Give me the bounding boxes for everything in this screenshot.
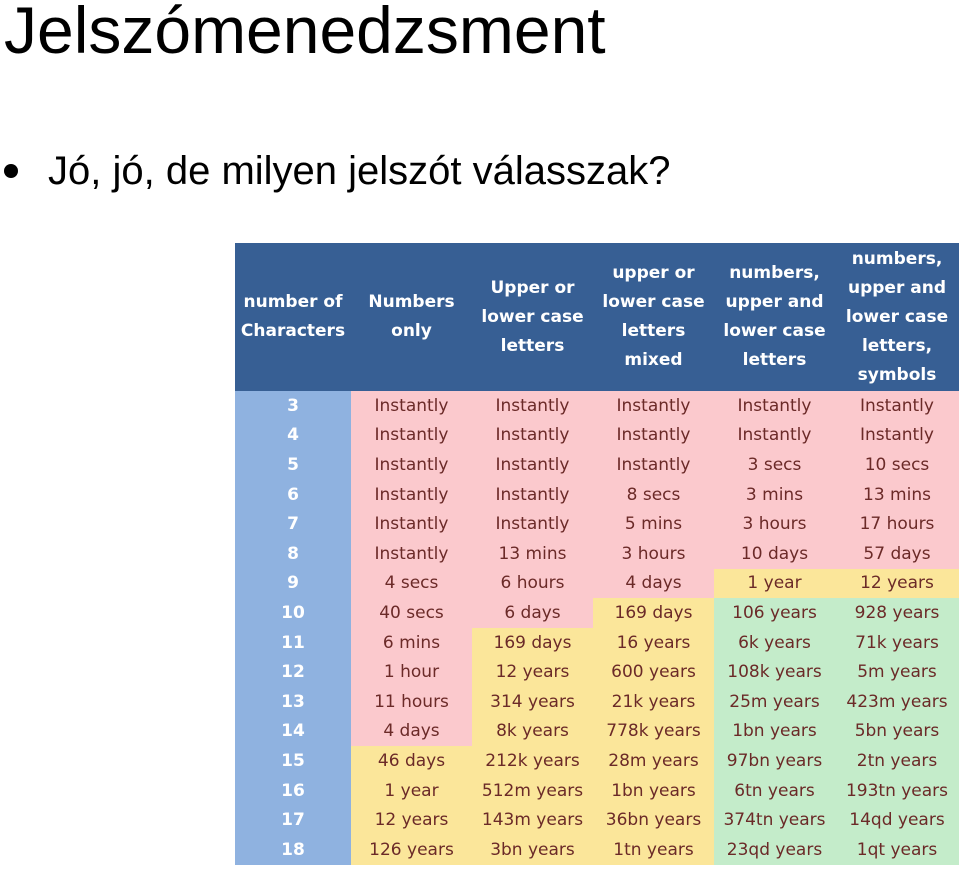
character-count-cell: 8	[235, 539, 351, 569]
header-numbers-only: Numbers only	[351, 243, 472, 391]
crack-time-cell: 6 hours	[472, 569, 593, 599]
crack-time-cell: Instantly	[593, 450, 714, 480]
character-count-cell: 6	[235, 480, 351, 510]
crack-time-cell: 1 year	[714, 569, 835, 599]
crack-time-cell: 10 secs	[835, 450, 959, 480]
crack-time-cell: Instantly	[472, 391, 593, 421]
crack-time-cell: 57 days	[835, 539, 959, 569]
crack-time-cell: 3 mins	[714, 480, 835, 510]
crack-time-cell: 4 secs	[351, 569, 472, 599]
crack-time-cell: 193tn years	[835, 776, 959, 806]
crack-time-cell: 6tn years	[714, 776, 835, 806]
character-count-cell: 10	[235, 598, 351, 628]
character-count-cell: 14	[235, 717, 351, 747]
crack-time-cell: 1 hour	[351, 657, 472, 687]
crack-time-cell: 1qt years	[835, 835, 959, 865]
header-numbers-mixed-case-symbols: numbers, upper and lower case letters, symbols	[835, 243, 959, 391]
crack-time-cell: 10 days	[714, 539, 835, 569]
crack-time-cell: 14qd years	[835, 805, 959, 835]
character-count-cell: 4	[235, 421, 351, 451]
crack-time-cell: 1bn years	[593, 776, 714, 806]
crack-time-cell: 314 years	[472, 687, 593, 717]
crack-time-cell: 23qd years	[714, 835, 835, 865]
crack-time-cell: 108k years	[714, 657, 835, 687]
crack-time-cell: 25m years	[714, 687, 835, 717]
table-row	[235, 480, 959, 510]
crack-time-cell: 3 hours	[714, 509, 835, 539]
crack-time-cell: 16 years	[593, 628, 714, 658]
crack-time-cell: 1bn years	[714, 717, 835, 747]
crack-time-cell: 778k years	[593, 717, 714, 747]
table-row	[235, 598, 959, 628]
crack-time-cell: 1 year	[351, 776, 472, 806]
crack-time-cell: Instantly	[351, 539, 472, 569]
header-numbers-mixed-case: numbers, upper and lower case letters	[714, 243, 835, 391]
crack-time-cell: 4 days	[593, 569, 714, 599]
crack-time-cell: 13 mins	[472, 539, 593, 569]
crack-time-cell: 36bn years	[593, 805, 714, 835]
character-count-cell: 17	[235, 805, 351, 835]
table-row	[235, 717, 959, 747]
crack-time-cell: 169 days	[472, 628, 593, 658]
crack-time-cell: Instantly	[351, 450, 472, 480]
crack-time-cell: 5m years	[835, 657, 959, 687]
slide-title: Jelszómenedzsment	[4, 0, 606, 67]
crack-time-cell: 3bn years	[472, 835, 593, 865]
crack-time-cell: Instantly	[835, 421, 959, 451]
crack-time-cell: 374tn years	[714, 805, 835, 835]
character-count-cell: 18	[235, 835, 351, 865]
bullet-dot-icon	[4, 164, 18, 178]
table-row	[235, 509, 959, 539]
table-row	[235, 835, 959, 865]
crack-time-cell: Instantly	[593, 421, 714, 451]
crack-time-cell: Instantly	[472, 421, 593, 451]
crack-time-cell: 6 mins	[351, 628, 472, 658]
bullet-text: Jó, jó, de milyen jelszót válasszak?	[48, 148, 671, 193]
crack-time-cell: 5bn years	[835, 717, 959, 747]
character-count-cell: 13	[235, 687, 351, 717]
table-row	[235, 569, 959, 599]
table-row	[235, 421, 959, 451]
table-row	[235, 746, 959, 776]
crack-time-cell: 46 days	[351, 746, 472, 776]
table-body	[235, 391, 959, 865]
table-row	[235, 776, 959, 806]
crack-time-cell: 3 hours	[593, 539, 714, 569]
crack-time-cell: 600 years	[593, 657, 714, 687]
header-mixed-case: upper or lower case letters mixed	[593, 243, 714, 391]
crack-time-cell: 5 mins	[593, 509, 714, 539]
crack-time-cell: Instantly	[593, 391, 714, 421]
table-row	[235, 657, 959, 687]
character-count-cell: 12	[235, 657, 351, 687]
crack-time-cell: 8k years	[472, 717, 593, 747]
bullet-point	[0, 146, 671, 196]
crack-time-cell: 512m years	[472, 776, 593, 806]
crack-time-cell: 13 mins	[835, 480, 959, 510]
crack-time-cell: 928 years	[835, 598, 959, 628]
crack-time-cell: 3 secs	[714, 450, 835, 480]
crack-time-cell: 106 years	[714, 598, 835, 628]
crack-time-cell: Instantly	[472, 480, 593, 510]
crack-time-cell: 97bn years	[714, 746, 835, 776]
crack-time-cell: 8 secs	[593, 480, 714, 510]
table-row	[235, 539, 959, 569]
table-row	[235, 628, 959, 658]
character-count-cell: 3	[235, 391, 351, 421]
crack-time-cell: 12 years	[351, 805, 472, 835]
table-row	[235, 391, 959, 421]
crack-time-cell: 28m years	[593, 746, 714, 776]
table-row	[235, 805, 959, 835]
crack-time-cell: 126 years	[351, 835, 472, 865]
crack-time-cell: Instantly	[472, 450, 593, 480]
crack-time-cell: Instantly	[351, 391, 472, 421]
header-number-of-characters: number of Characters	[235, 243, 351, 391]
password-crack-time-table	[235, 243, 959, 865]
crack-time-cell: 423m years	[835, 687, 959, 717]
crack-time-cell: Instantly	[714, 421, 835, 451]
crack-time-cell: 12 years	[472, 657, 593, 687]
header-upper-or-lower-case: Upper or lower case letters	[472, 243, 593, 391]
crack-time-cell: 2tn years	[835, 746, 959, 776]
crack-time-cell: Instantly	[351, 421, 472, 451]
crack-time-cell: 169 days	[593, 598, 714, 628]
crack-time-cell: 17 hours	[835, 509, 959, 539]
character-count-cell: 15	[235, 746, 351, 776]
crack-time-cell: 11 hours	[351, 687, 472, 717]
table-row	[235, 450, 959, 480]
table-row	[235, 687, 959, 717]
character-count-cell: 5	[235, 450, 351, 480]
character-count-cell: 16	[235, 776, 351, 806]
crack-time-cell: 40 secs	[351, 598, 472, 628]
crack-time-cell: 21k years	[593, 687, 714, 717]
crack-time-cell: 6 days	[472, 598, 593, 628]
crack-time-cell: Instantly	[472, 509, 593, 539]
crack-time-cell: Instantly	[714, 391, 835, 421]
character-count-cell: 11	[235, 628, 351, 658]
crack-time-cell: 212k years	[472, 746, 593, 776]
crack-time-cell: 1tn years	[593, 835, 714, 865]
crack-time-cell: 12 years	[835, 569, 959, 599]
crack-time-cell: 4 days	[351, 717, 472, 747]
crack-time-cell: Instantly	[351, 509, 472, 539]
table-header-row	[235, 243, 959, 391]
crack-time-cell: Instantly	[351, 480, 472, 510]
crack-time-cell: Instantly	[835, 391, 959, 421]
crack-time-cell: 6k years	[714, 628, 835, 658]
character-count-cell: 7	[235, 509, 351, 539]
crack-time-cell: 143m years	[472, 805, 593, 835]
crack-time-cell: 71k years	[835, 628, 959, 658]
character-count-cell: 9	[235, 569, 351, 599]
